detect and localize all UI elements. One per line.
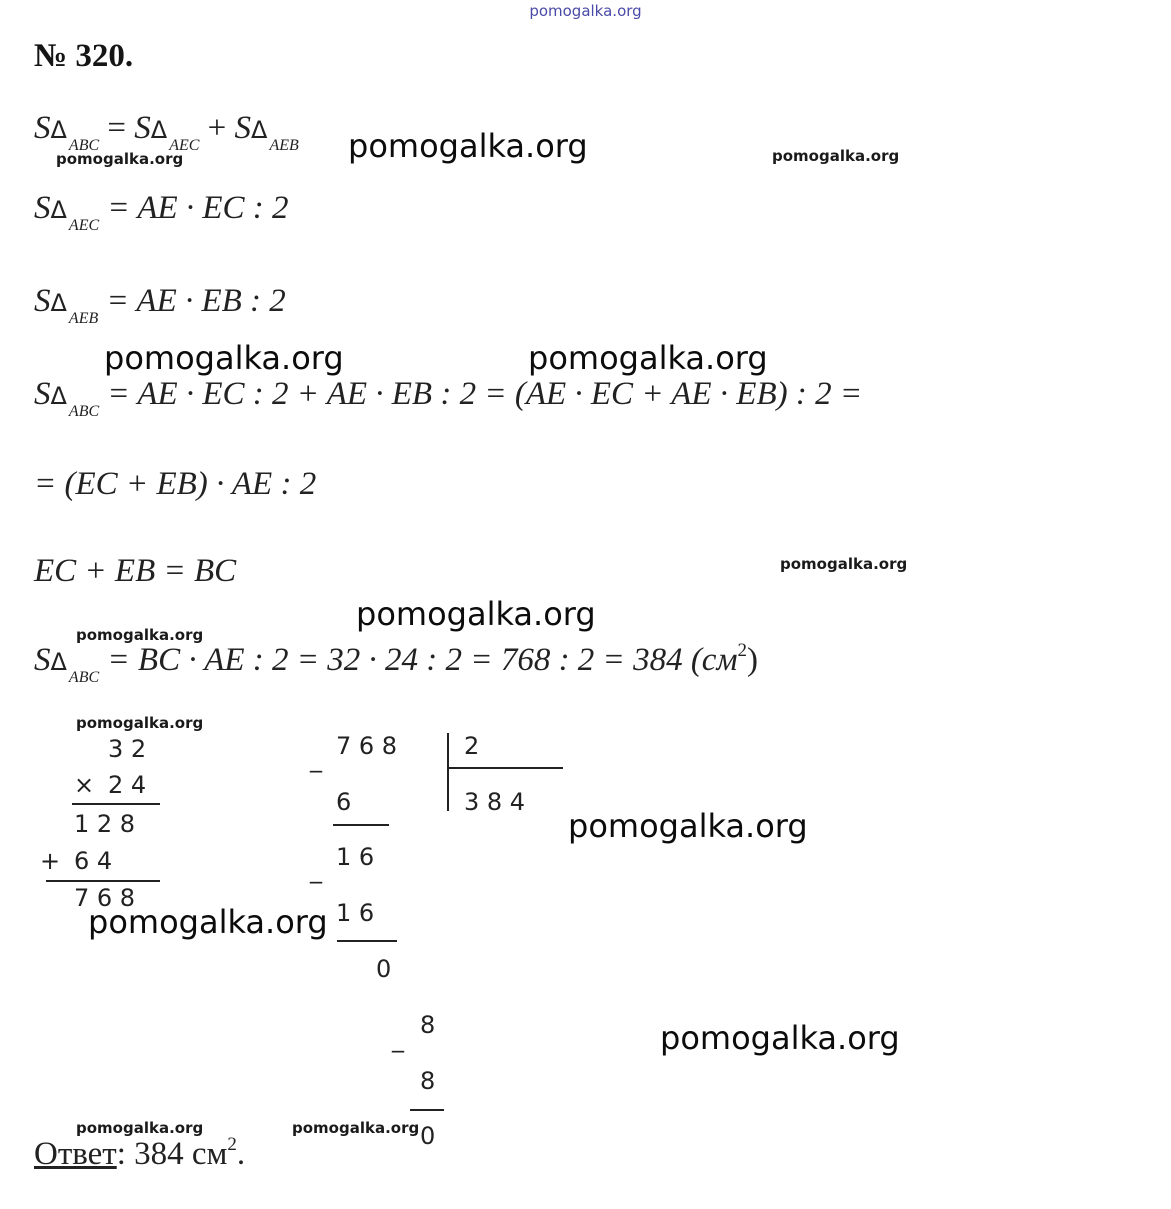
- equation-area-aeb: $S\Delta_{AEB}$ = AE · EB : 2: [34, 283, 286, 327]
- division-line-2: [337, 940, 397, 942]
- problem-number: № 320.: [34, 38, 134, 74]
- watermark-small: pomogalka.org: [292, 1119, 420, 1137]
- mult-row-64: 6 4: [74, 847, 113, 875]
- watermark: pomogalka.org: [88, 903, 328, 941]
- watermark: pomogalka.org: [660, 1019, 900, 1057]
- mult-row-24: 2 4: [108, 771, 147, 799]
- subscript-abc: ABC: [68, 669, 100, 686]
- minus-sign: _: [310, 856, 322, 884]
- division-quotient: 3 8 4: [464, 788, 526, 816]
- division-dividend: 7 6 8: [336, 732, 398, 760]
- equation-rhs: = AE · EC : 2 + AE · EB : 2 = (AE · EC + AE · EB) : 2 =: [107, 376, 863, 412]
- mult-row-128: 1 2 8: [74, 810, 136, 838]
- mult-sign: ×: [74, 771, 95, 799]
- equation-bc: [34, 553, 236, 590]
- division-step-0b: 0: [420, 1122, 436, 1150]
- watermark: pomogalka.org: [104, 339, 344, 377]
- equation-area-sum: $S\Delta_{ABC} = S\Delta_{AEC} + S\Delta_{AEB}$: [34, 110, 299, 154]
- watermark-small: pomogalka.org: [772, 147, 900, 165]
- watermark-small: pomogalka.org: [76, 626, 204, 644]
- division-quotient-line: [449, 767, 563, 769]
- division-step-8b: 8: [420, 1067, 436, 1095]
- equation-rhs: = AE · EC : 2: [107, 190, 289, 226]
- mult-line-1: [72, 803, 160, 805]
- division-line-1: [333, 824, 389, 826]
- subscript-abc: ABC: [68, 137, 100, 154]
- superscript: 2: [737, 640, 748, 661]
- answer-line: [34, 1136, 245, 1173]
- watermark: pomogalka.org: [356, 595, 596, 633]
- subscript-abc: ABC: [68, 403, 100, 420]
- answer-label: Ответ: [34, 1136, 117, 1172]
- equation-text: EC + EB = BC: [34, 553, 237, 589]
- division-step-8a: 8: [420, 1011, 436, 1039]
- equation-area-expansion: $S\Delta_{ABC}$ = AE · EC : 2 + AE · EB : 2 = (AE · EC + AE · EB) : 2 =: [34, 376, 863, 420]
- equation-text: = (EC + EB) · AE : 2: [34, 466, 317, 502]
- watermark-small: pomogalka.org: [56, 150, 184, 168]
- subscript-aeb: AEB: [68, 310, 99, 327]
- division-divisor: 2: [464, 732, 480, 760]
- site-watermark: pomogalka.org: [529, 2, 642, 20]
- division-step-16a: 1 6: [336, 843, 375, 871]
- mult-result: 7 6 8: [74, 884, 136, 912]
- equation-rhs: = AE · EB : 2: [106, 283, 286, 319]
- division-step-16b: 1 6: [336, 899, 375, 927]
- division-vertical-bar: [447, 733, 449, 811]
- division-step-0a: 0: [376, 955, 392, 983]
- equation-factored: [34, 466, 316, 503]
- equation-area-aec: $S\Delta_{AEC}$ = AE · EC : 2: [34, 190, 289, 234]
- plus-sign: +: [40, 847, 61, 875]
- watermark-small: pomogalka.org: [76, 714, 204, 732]
- mult-line-2: [46, 880, 160, 882]
- watermark: pomogalka.org: [528, 339, 768, 377]
- equation-final: $S\Delta_{ABC}$ = BC · AE : 2 = 32 · 24 : 2 = 768 : 2 = 384 $(см^2)$: [34, 640, 759, 686]
- minus-sign: _: [310, 745, 322, 773]
- equation-rhs: = BC · AE : 2 = 32 · 24 : 2 = 768 : 2 = 384 (см: [107, 642, 738, 678]
- mult-row-32: 3 2: [108, 735, 147, 763]
- subscript-aec: AEC: [68, 217, 100, 234]
- answer-value: : 384 см: [116, 1136, 228, 1172]
- closing-paren: ): [747, 642, 759, 678]
- answer-end: .: [236, 1136, 246, 1172]
- answer-superscript: 2: [227, 1134, 237, 1155]
- subscript-aec: AEC: [169, 137, 200, 154]
- division-line-3: [410, 1109, 444, 1111]
- minus-sign: _: [392, 1025, 404, 1053]
- watermark: pomogalka.org: [568, 807, 808, 845]
- division-step-6: 6: [336, 788, 352, 816]
- watermark-small: pomogalka.org: [76, 1119, 204, 1137]
- subscript-aeb: AEB: [269, 137, 299, 154]
- watermark: pomogalka.org: [348, 127, 588, 165]
- watermark-small: pomogalka.org: [780, 555, 908, 573]
